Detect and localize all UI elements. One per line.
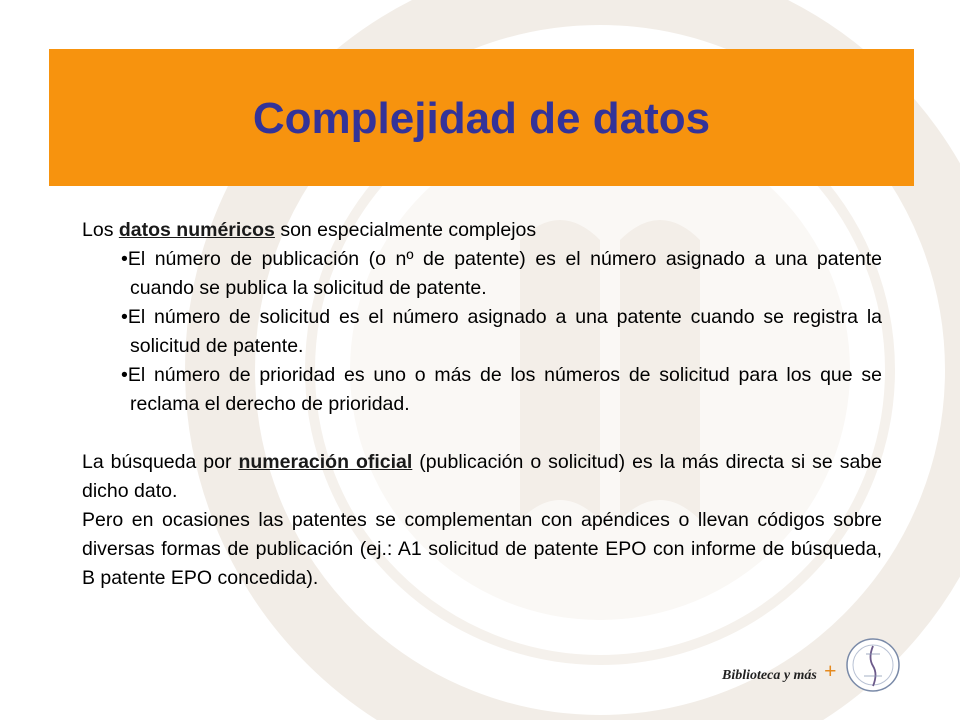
bullet-priority-number: •El número de prioridad es uno o más de los números de solicitud para los que se reclama el derecho de prioridad.	[121, 364, 882, 415]
library-seal-icon	[844, 636, 902, 694]
slide-body	[82, 216, 882, 593]
paragraph-gap	[82, 419, 882, 448]
official-numbering-paragraph	[82, 448, 882, 506]
intro-prefix: Los	[82, 219, 119, 241]
intro-suffix: son especialmente complejos	[274, 219, 537, 241]
bullet-publication-number: •El número de publicación (o nº de patente) es el número asignado a una patente cuando se publica la solicitud de patente.	[121, 248, 882, 299]
logo-text: Biblioteca y más	[722, 668, 817, 683]
search-suffix: (publicación o solicitud) es la más directa si se sabe dicho dato.	[82, 451, 883, 502]
library-logo	[712, 632, 912, 696]
logo-plus: +	[824, 658, 837, 683]
numeracion-oficial-emphasis: numeración oficial	[238, 451, 413, 473]
search-prefix: La búsqueda por	[82, 451, 239, 473]
intro-paragraph	[82, 216, 882, 245]
slide-title: Complejidad de datos	[252, 93, 711, 143]
bullet-application-number: •El número de solicitud es el número asignado a una patente cuando se registra la solicitud de patente.	[121, 306, 882, 357]
appendix-codes-paragraph: Pero en ocasiones las patentes se complementan con apéndices o llevan códigos sobre diversas formas de publicación (ej.: A1 solicitud de patente EPO con informe de búsqueda, B patente EPO concedida).	[82, 509, 882, 589]
title-band	[49, 49, 914, 186]
datos-numericos-emphasis: datos numéricos	[118, 219, 275, 241]
